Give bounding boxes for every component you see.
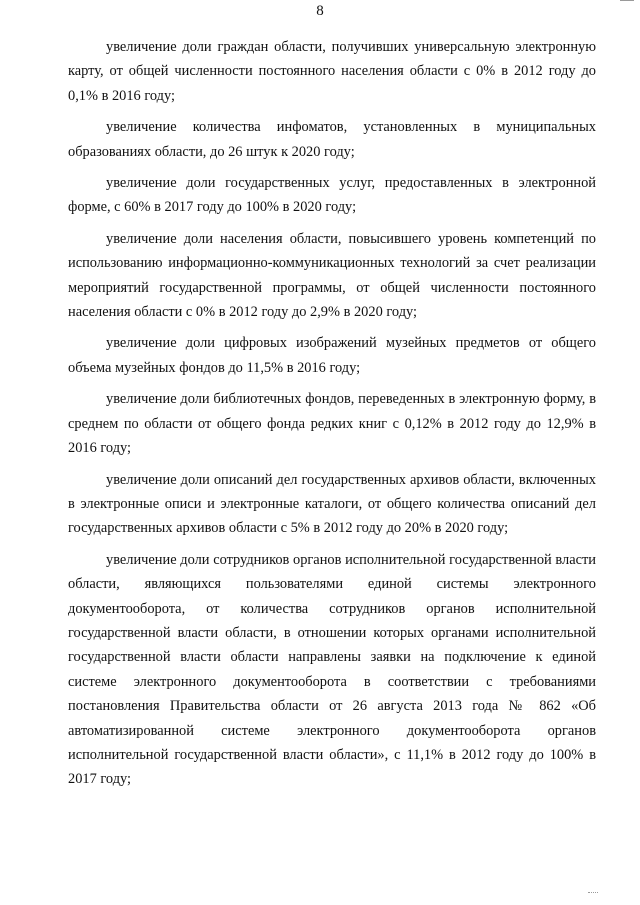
paragraph-library-funds: увеличение доли библиотечных фондов, переведенных в электронную форму, в среднем по области от общего фонда редких книг с 0,12% в 2012 году до 12,9% в 2016 году;: [68, 391, 596, 457]
paragraph-electronic-services: увеличение доли государственных услуг, предоставленных в электронной форме, с 60% в 2017 году до 100% в 2020 году;: [68, 175, 596, 216]
paragraph-museum-images: увеличение доли цифровых изображений музейных предметов от общего объема музейных фондов до 11,5% в 2016 году;: [68, 335, 596, 376]
page-number: 8: [316, 3, 324, 19]
document-body: [68, 35, 596, 799]
scan-bottom-mark: [588, 892, 598, 895]
paragraph-document-workflow: увеличение доли сотрудников органов исполнительной государственной власти области, являющихся пользователями единой системы электронного документооборота, от количества сотрудников органов исполнительной государственной власти области, в отношении которых органами исполнительной государственной власти области направлены заявки на подключение к единой системе электронного документооборота в соответствии с требованиями постановления Правительства области от 26 августа 2013 года № 862 «Об автоматизированной системе электронного документооборота органов исполнительной государственной власти области», с 11,1% в 2012 году до 100% в 2017 году;: [68, 551, 596, 788]
paragraph-ict-competencies: увеличение доли населения области, повысившего уровень компетенций по использованию информационно-коммуникационных технологий за счет реализации мероприятий государственной программы, от общей численности постоянного населения области с 0% в 2012 году до 2,9% в 2020 году;: [68, 230, 596, 321]
paragraph-infomats: увеличение количества инфоматов, установленных в муниципальных образованиях области, до 26 штук к 2020 году;: [68, 119, 596, 160]
paragraph-archive-descriptions: увеличение доли описаний дел государственных архивов области, включенных в электронные описи и электронные каталоги, от общего количества описаний дел государственных архивов области с 5% в 2012 году до 20% в 2020 году;: [68, 471, 596, 537]
paragraph-universal-card: увеличение доли граждан области, получивших универсальную электронную карту, от общей численности постоянного населения области с 0% в 2012 году до 0,1% в 2016 году;: [68, 39, 596, 104]
